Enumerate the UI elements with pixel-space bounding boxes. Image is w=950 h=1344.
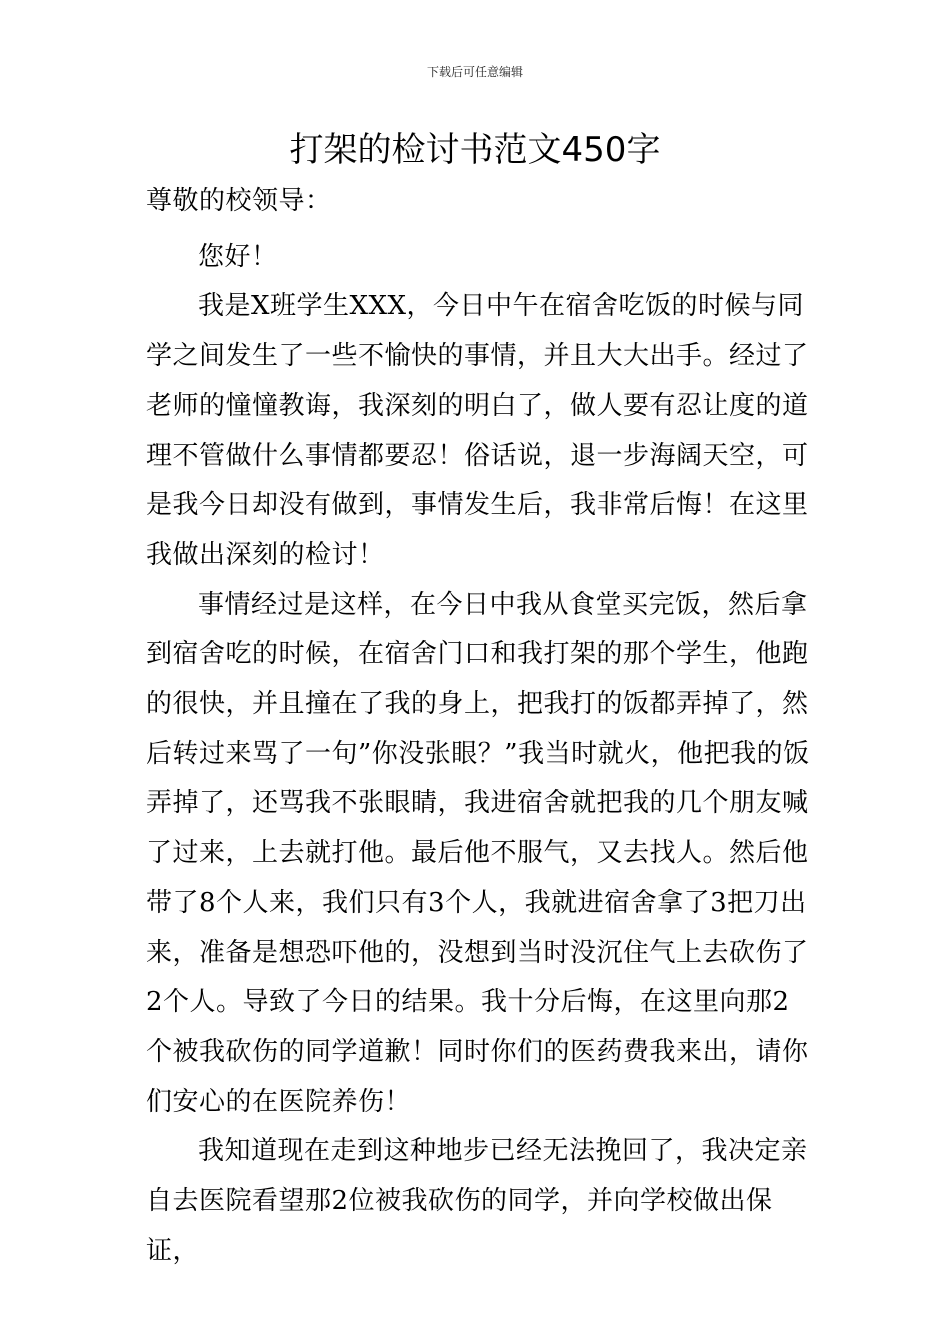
page-header-note: 下载后可任意编辑 (426, 65, 523, 79)
paragraph-3: 我知道现在走到这种地步已经无法挽回了，我决定亲自去医院看望那2位被我砍伤的同学，并向学校做出保证， (146, 1136, 808, 1266)
paragraph-2: 事情经过是这样，在今日中我从食堂买完饭，然后拿到宿舍吃的时候，在宿舍门口和我打架的那个学生，他跑的很快，并且撞在了我的身上，把我打的饭都弄掉了，然后转过来骂了一句”你没张眼？”我当时就火，他把我的饭弄掉了，还骂我不张眼睛，我进宿舍就把我的几个朋友喊了过来，上去就打他。最后他不服气，又去找人。然后他带了8个人来，我们只有3个人，我就进宿舍拿了3把刀出来，准备是想恐吓他的，没想到当时没沉住气上去砍伤了2个人。导致了今日的结果。我十分后悔，在这里向那2个被我砍伤的同学道歉！同时你们的医药费我来出，请你们安心的在医院养伤！ (146, 589, 810, 1117)
document-body (146, 177, 810, 1276)
greeting: 您好！ (198, 241, 278, 272)
paragraph-1: 我是X班学生XXX，今日中午在宿舍吃饭的时候与同学之间发生了一些不愉快的事情，并且大大出手。经过了老师的憧憧教诲，我深刻的明白了，做人要有忍让度的道理不管做什么事情都要忍！俗话说，退一步海阔天空，可是我今日却没有做到，事情发生后，我非常后悔！在这里我做出深刻的检讨！ (146, 291, 809, 570)
salutation: 尊敬的校领导： (146, 186, 332, 216)
document-title: 打架的检讨书范文450字 (289, 130, 661, 170)
